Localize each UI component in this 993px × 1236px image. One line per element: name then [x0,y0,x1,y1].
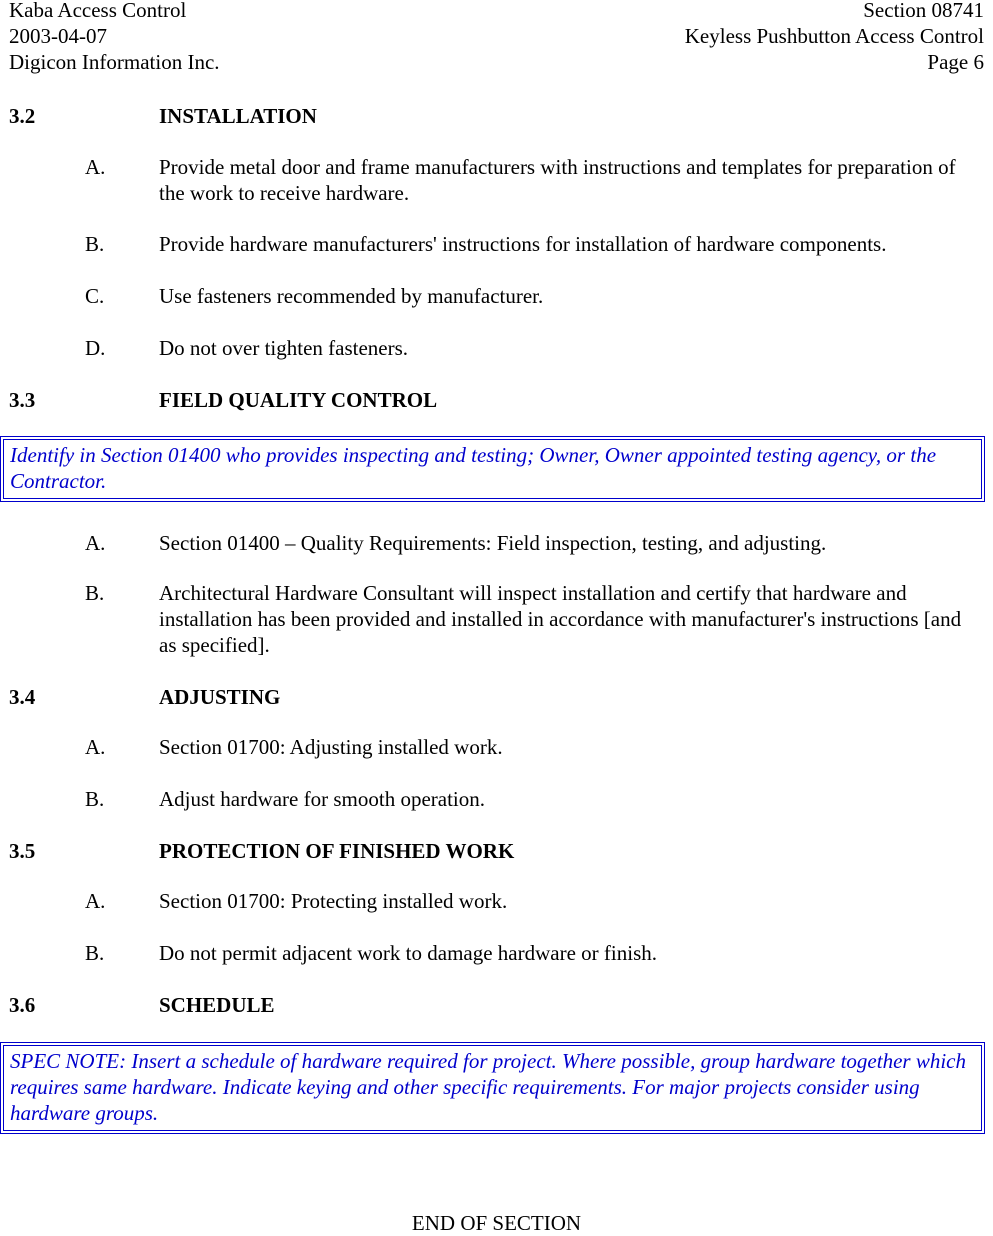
item-text: Section 01700: Protecting installed work. [159,889,508,913]
spec-note-text: Identify in Section 01400 who provides inspecting and testing; Owner, Owner appointed testing agency, or the Contractor. [10,443,937,493]
item-text: Provide metal door and frame manufacturers with instructions and templates for preparation of the work to receive hardware. [159,155,956,205]
end-of-section: END OF SECTION [411,1211,582,1235]
item-letter: C. [85,284,105,308]
item-letter: B. [85,941,105,965]
item-letter: B. [85,787,105,811]
section-title: INSTALLATION [159,104,317,128]
item-text: Section 01400 – Quality Requirements: Field inspection, testing, and adjusting. [159,531,827,555]
section-title: SCHEDULE [159,993,275,1017]
item-text: Provide hardware manufacturers' instructions for installation of hardware components. [159,232,887,256]
header-company: Kaba Access Control [9,0,187,22]
item-letter: A. [85,155,106,179]
section-number: 3.4 [9,685,36,709]
item-text: Do not over tighten fasteners. [159,336,409,360]
section-number: 3.2 [9,104,36,128]
item-text: Architectural Hardware Consultant will inspect installation and certify that hardware and installation has been provided and installed in accordance with manufacturer's instructions [and as specified]. [159,581,962,657]
item-letter: B. [85,581,105,605]
section-title: PROTECTION OF FINISHED WORK [159,839,515,863]
item-letter: B. [85,232,105,256]
header-section: Section 08741 [863,0,984,22]
item-text: Adjust hardware for smooth operation. [159,787,486,811]
item-text: Use fasteners recommended by manufacturer. [159,284,544,308]
item-letter: A. [85,531,106,555]
section-number: 3.6 [9,993,36,1017]
spec-note-box [0,1042,985,1134]
section-number: 3.3 [9,388,36,412]
item-letter: D. [85,336,106,360]
section-title: ADJUSTING [159,685,281,709]
header-author: Digicon Information Inc. [9,50,220,74]
spec-note-text: SPEC NOTE: Insert a schedule of hardware required for project. Where possible, group hardware together which requires same hardware. Indicate keying and other specific requirements. For major projects consider using hardware groups. [10,1049,966,1125]
header-section-title: Keyless Pushbutton Access Control [684,24,984,48]
section-title: FIELD QUALITY CONTROL [159,388,438,412]
header-page-number: Page 6 [927,50,984,74]
item-letter: A. [85,735,106,759]
item-text: Do not permit adjacent work to damage hardware or finish. [159,941,658,965]
item-text: Section 01700: Adjusting installed work. [159,735,503,759]
section-number: 3.5 [9,839,36,863]
spec-note-box [0,436,985,502]
header-date: 2003-04-07 [9,24,107,48]
item-letter: A. [85,889,106,913]
